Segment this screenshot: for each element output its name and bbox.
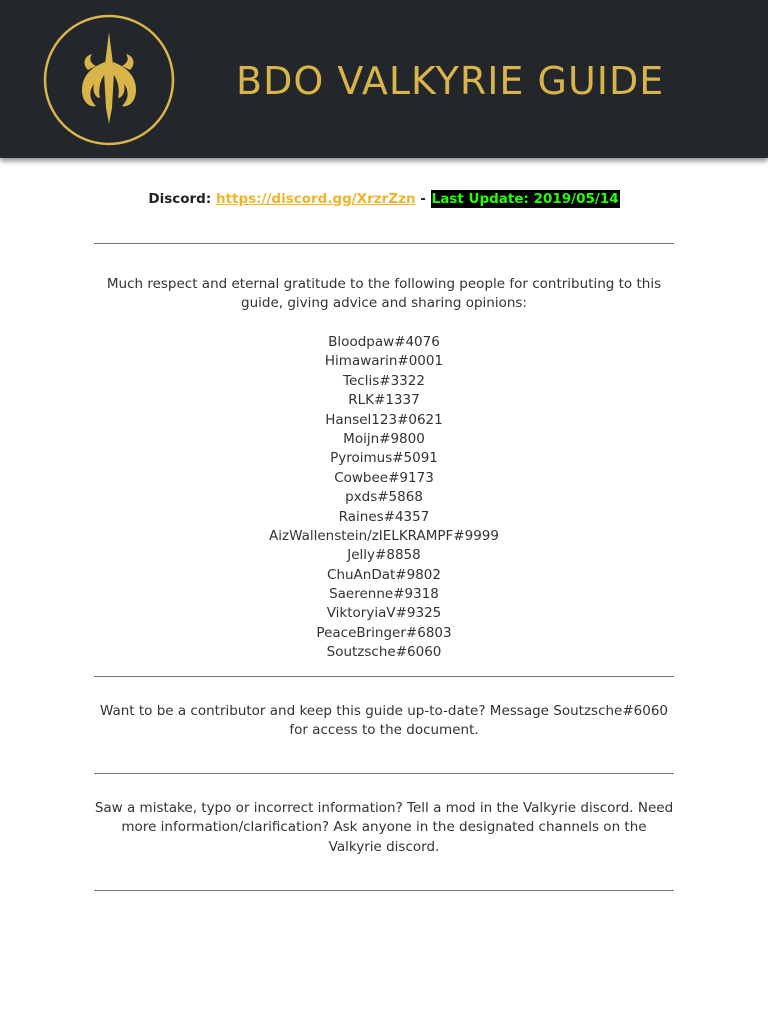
contributor-item: Jelly#8858 xyxy=(347,547,421,564)
contributor-item: AizWallenstein/zIELKRAMPF#9999 xyxy=(269,527,499,544)
contributor-item: Moijn#9800 xyxy=(343,430,425,447)
contributor-item: Teclis#3322 xyxy=(343,372,425,389)
divider xyxy=(94,676,674,677)
divider xyxy=(94,773,674,774)
help-note: Saw a mistake, typo or incorrect information? Tell a mod in the Valkyrie discord. Need more information/clarification? Ask anyone in the designated channels on the Valkyrie discord. xyxy=(94,800,674,855)
contributor-item: ViktoryiaV#9325 xyxy=(326,605,442,622)
divider xyxy=(94,890,674,891)
contributor-item: PeaceBringer#6803 xyxy=(316,624,452,641)
contributor-item: Pyroimus#5091 xyxy=(330,450,438,467)
contributor-item: Hansel123#0621 xyxy=(325,411,443,428)
last-update-badge: Last Update: 2019/05/14 xyxy=(431,191,619,207)
contributor-item: Soutzsche#6060 xyxy=(326,644,442,661)
separator: - xyxy=(420,191,426,207)
page-title: BDO VALKYRIE GUIDE xyxy=(236,59,665,103)
contributor-item: pxds#5868 xyxy=(345,489,423,506)
valkyrie-emblem-icon xyxy=(42,12,176,148)
contributor-item: Saerenne#9318 xyxy=(329,586,439,603)
discord-invite-link[interactable]: https://discord.gg/XrzrZzn xyxy=(215,191,416,207)
contributor-item: Raines#4357 xyxy=(338,508,430,525)
discord-info-line xyxy=(94,190,674,209)
thanks-intro: Much respect and eternal gratitude to the following people for contributing to this guide, giving advice and sharing opinions: xyxy=(106,276,662,312)
contributor-item: ChuAnDat#9802 xyxy=(327,566,441,583)
discord-label: Discord: xyxy=(148,191,212,207)
contributor-item: RLK#1337 xyxy=(348,392,420,409)
contributor-item: Cowbee#9173 xyxy=(334,469,434,486)
header-banner xyxy=(0,0,768,158)
contribute-note: Want to be a contributor and keep this guide up-to-date? Message Soutzsche#6060 for access to the document. xyxy=(99,703,669,739)
contributor-item: Himawarin#0001 xyxy=(324,353,444,370)
contributor-item: Bloodpaw#4076 xyxy=(328,334,440,350)
contributor-list xyxy=(94,333,674,663)
divider xyxy=(94,243,674,244)
